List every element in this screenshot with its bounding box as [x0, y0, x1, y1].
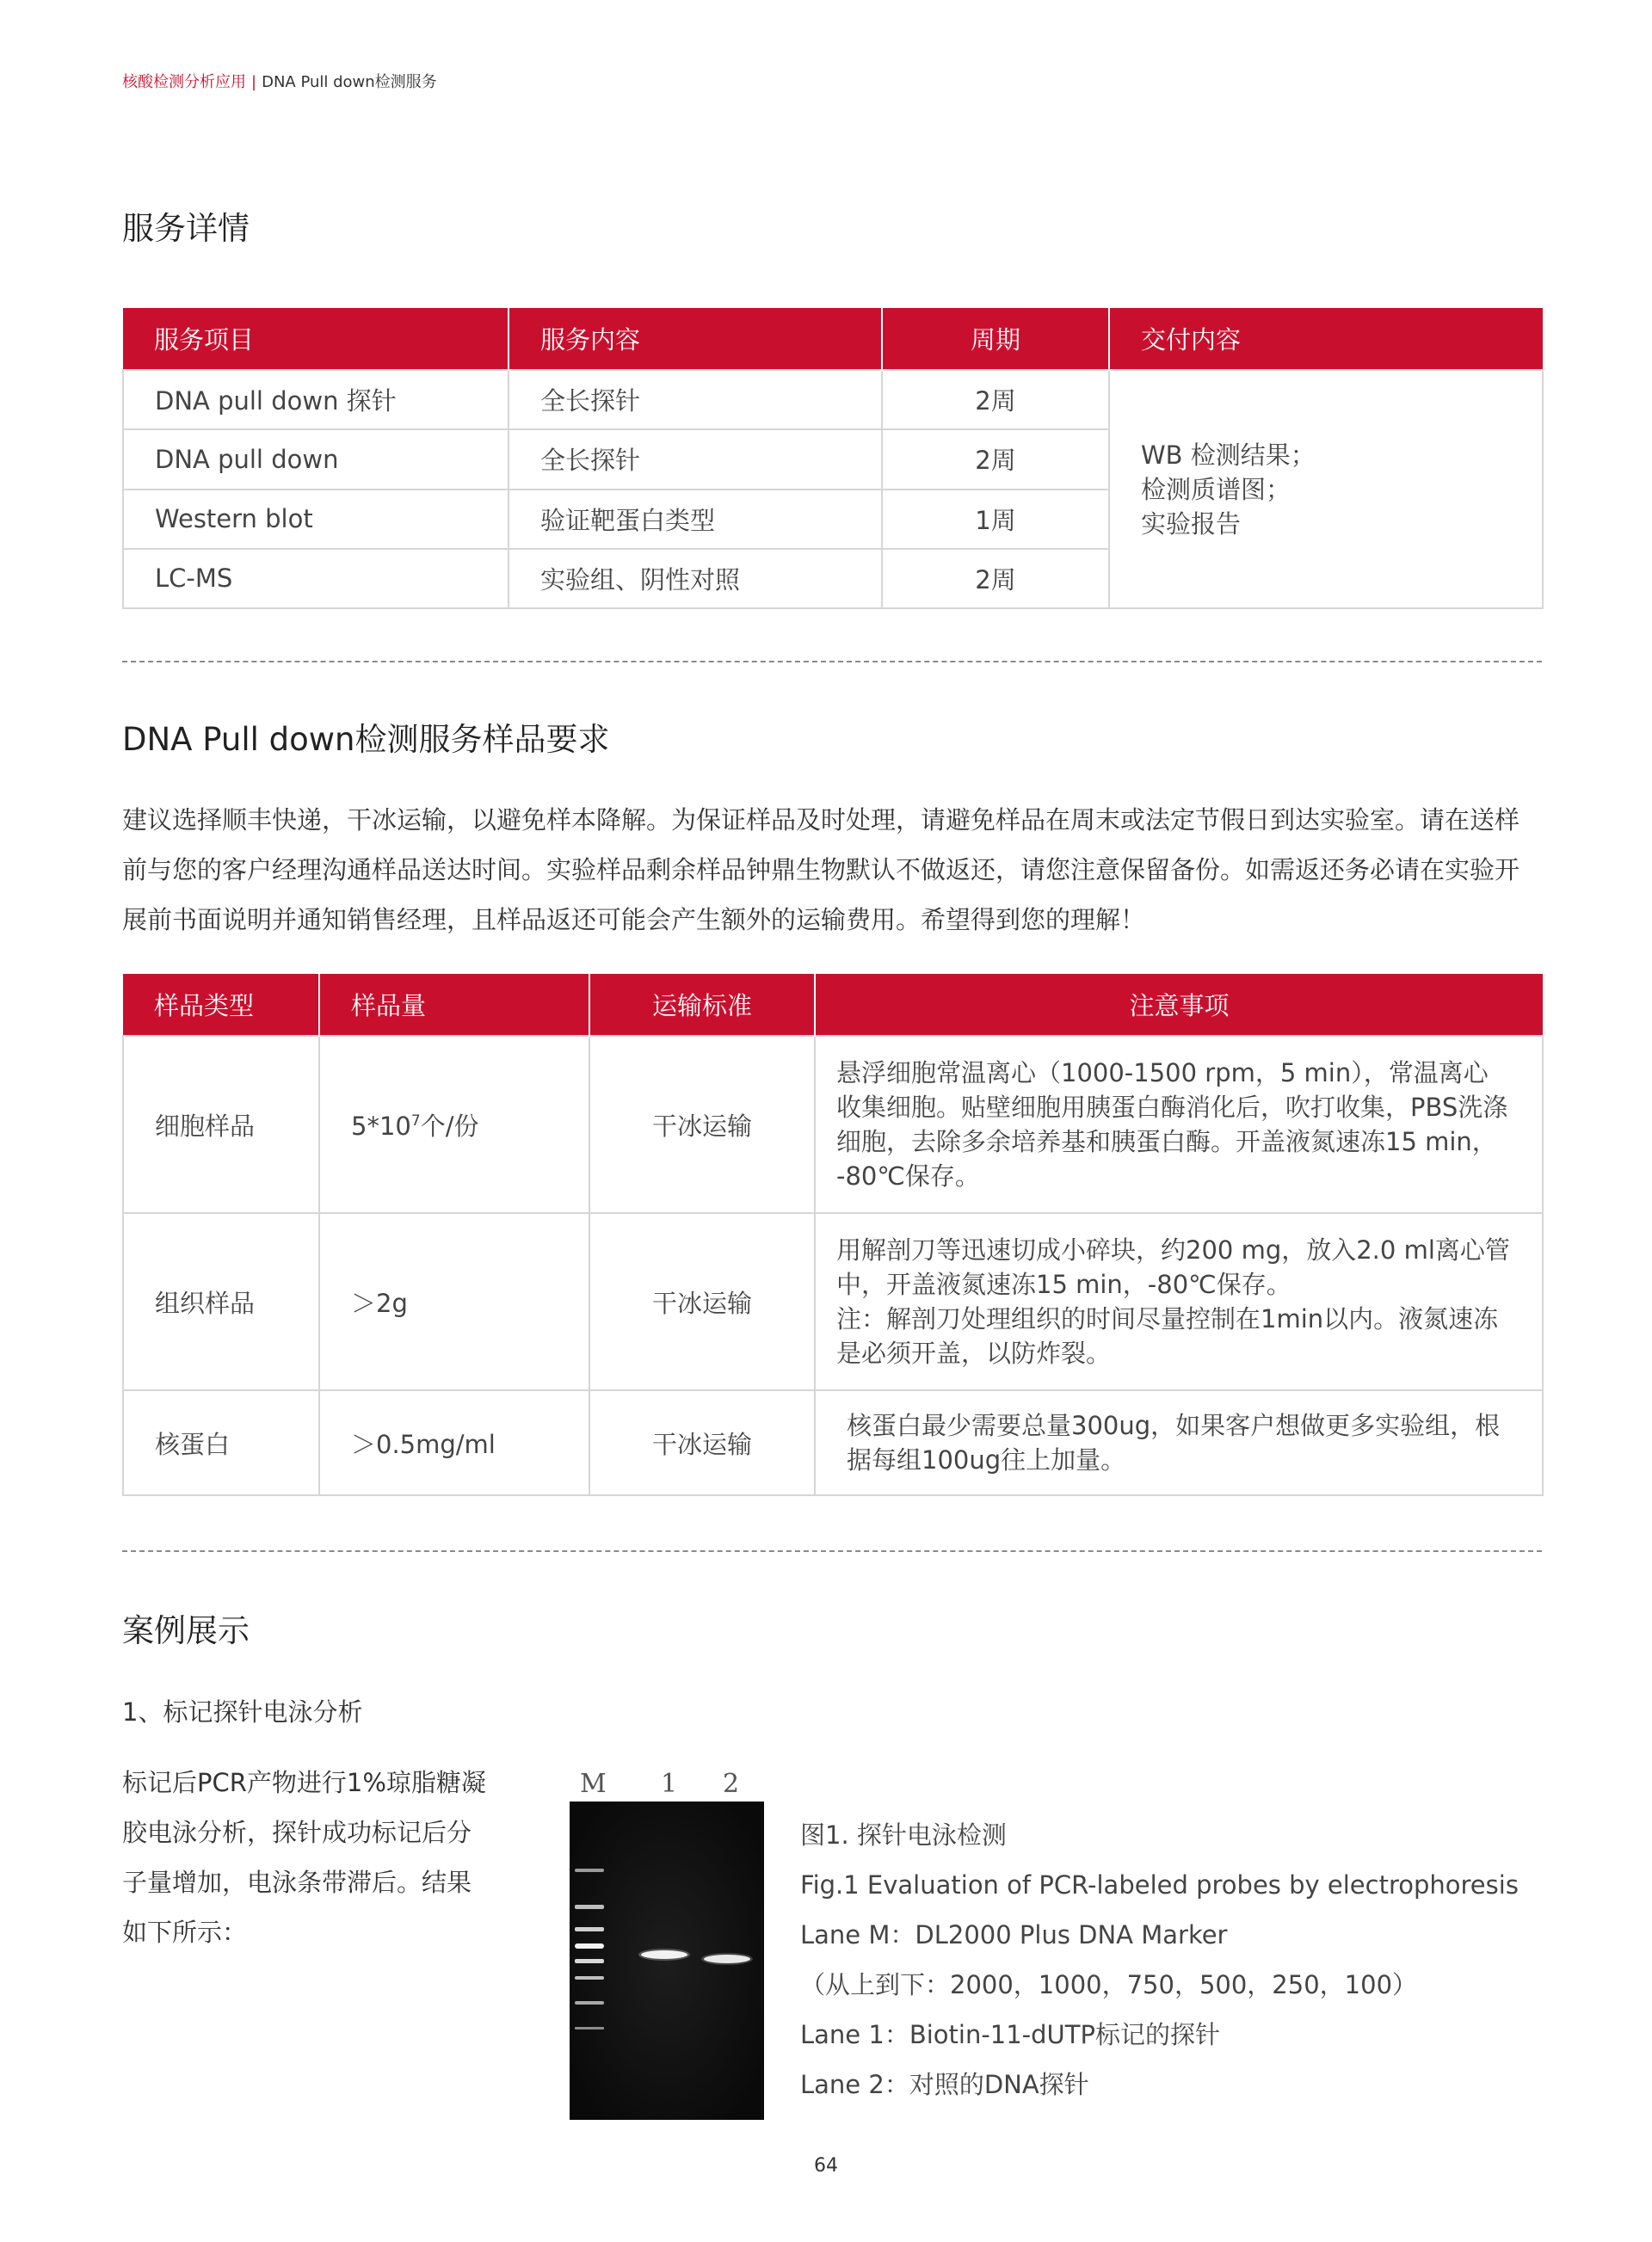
service-item: LC-MS: [123, 549, 509, 608]
breadcrumb-page: DNA Pull down检测服务: [262, 73, 437, 91]
table-header-row: [123, 308, 1543, 370]
deliverables-cell: [1109, 370, 1543, 608]
case-section-title: 案例展示: [122, 1612, 250, 1649]
column-header: 样品量: [319, 974, 589, 1036]
note-line: 是必须开盖，以防炸裂。: [836, 1339, 1112, 1368]
case-description-line: 标记后PCR产物进行1%琼脂糖凝: [122, 1768, 486, 1797]
section-divider: [122, 1550, 1542, 1552]
table-header-row: [123, 974, 1543, 1036]
note-line: -80℃保存。: [836, 1161, 980, 1191]
service-content: 实验组、阴性对照: [509, 549, 882, 608]
breadcrumb: [122, 72, 437, 93]
service-period: 2周: [882, 549, 1109, 608]
note-line: 核蛋白最少需要总量300ug，如果客户想做更多实验组，根: [847, 1411, 1501, 1440]
sample-transport: 干冰运输: [589, 1390, 815, 1495]
column-header: 注意事项: [815, 974, 1543, 1036]
case-subtitle: 1、标记探针电泳分析: [122, 1697, 363, 1727]
sample-notes: [815, 1036, 1543, 1213]
sample-intro-paragraph: 建议选择顺丰快递，干冰运输，以避免样本降解。为保证样品及时处理，请避免样品在周末或法定节假日到达实验室。请在送样前与您的客户经理沟通样品送达时间。实验样品剩余样品钟鼎生物默认不做返还，请您注意保留备份。如需返还务必请在实验开展前书面说明并通知销售经理，且样品返还可能会产生额外的运输费用。希望得到您的理解！: [122, 805, 1520, 934]
note-line: 中，开盖液氮速冻15 min，-80℃保存。: [836, 1270, 1291, 1299]
service-content: 全长探针: [509, 429, 882, 489]
table-row: [123, 1213, 1543, 1390]
service-item: Western blot: [123, 490, 509, 549]
column-header: 服务项目: [123, 308, 509, 370]
caption-line: Lane 2：对照的DNA探针: [800, 2070, 1089, 2099]
service-item: DNA pull down: [123, 429, 509, 489]
deliverable-item: 检测质谱图；: [1141, 474, 1291, 504]
case-description-line: 子量增加，电泳条带滞后。结果: [122, 1868, 472, 1897]
service-content: 全长探针: [509, 370, 882, 429]
amount-unit: 个/份: [420, 1111, 479, 1141]
service-period: 2周: [882, 429, 1109, 489]
sample-amount: [319, 1036, 589, 1213]
lane-label-2: 2: [723, 1769, 740, 1799]
table-row: [123, 1036, 1543, 1213]
sample-notes: [815, 1390, 1543, 1495]
sample-section-title: DNA Pull down检测服务样品要求: [122, 721, 610, 758]
note-line: 注：解剖刀处理组织的时间尽量控制在1min以内。液氮速冻: [836, 1304, 1499, 1333]
service-content: 验证靶蛋白类型: [509, 490, 882, 549]
sample-notes: [815, 1213, 1543, 1390]
service-period: 2周: [882, 370, 1109, 429]
deliverable-item: 实验报告: [1141, 508, 1242, 539]
sample-amount: ＞0.5mg/ml: [319, 1390, 589, 1495]
breadcrumb-separator: |: [251, 73, 257, 91]
caption-line: Lane M：DL2000 Plus DNA Marker: [800, 1920, 1228, 1949]
sample-requirements-table: [122, 974, 1544, 1496]
case-description-line: 胶电泳分析，探针成功标记后分: [122, 1818, 472, 1847]
column-header: 样品类型: [123, 974, 319, 1036]
sample-type: 核蛋白: [123, 1390, 319, 1495]
sample-type: 组织样品: [123, 1213, 319, 1390]
amount-exponent: 7: [410, 1112, 421, 1130]
note-line: 收集细胞。贴壁细胞用胰蛋白酶消化后，吹打收集，PBS洗涤: [836, 1093, 1508, 1122]
lane-label-1: 1: [661, 1769, 678, 1799]
column-header: 服务内容: [509, 308, 882, 370]
caption-line: Lane 1：Biotin-11-dUTP标记的探针: [800, 2020, 1220, 2049]
caption-line: Fig.1 Evaluation of PCR-labeled probes by electrophoresis: [800, 1870, 1519, 1900]
sample-transport: 干冰运输: [589, 1213, 815, 1390]
column-header: 周期: [882, 308, 1109, 370]
section-divider: [122, 661, 1542, 662]
table-row: [123, 1390, 1543, 1495]
column-header: 交付内容: [1109, 308, 1543, 370]
gel-electrophoresis-figure: [568, 1769, 766, 2122]
gel-image: [570, 1802, 764, 2120]
sample-amount: ＞2g: [319, 1213, 589, 1390]
page-number: 64: [814, 2155, 838, 2177]
service-period: 1周: [882, 490, 1109, 549]
gel-lane-labels: [568, 1769, 766, 1802]
note-line: 悬浮细胞常温离心（1000-1500 rpm，5 min），常温离心: [836, 1058, 1489, 1087]
caption-line: 图1. 探针电泳检测: [800, 1820, 1007, 1850]
case-description: [122, 1758, 505, 1957]
caption-line: （从上到下：2000，1000，750，500，250，100）: [800, 1970, 1418, 1999]
sample-transport: 干冰运输: [589, 1036, 815, 1213]
note-line: 用解剖刀等迅速切成小碎块，约200 mg，放入2.0 ml离心管: [836, 1235, 1510, 1265]
table-row: [123, 370, 1543, 429]
column-header: 运输标准: [589, 974, 815, 1036]
note-line: 据每组100ug往上加量。: [847, 1445, 1126, 1475]
service-item: DNA pull down 探针: [123, 370, 509, 429]
amount-base: 5*10: [351, 1111, 411, 1141]
service-section-title: 服务详情: [122, 210, 250, 247]
case-description-line: 如下所示：: [122, 1918, 248, 1947]
deliverable-item: WB 检测结果；: [1141, 440, 1316, 470]
note-line: 细胞，去除多余培养基和胰蛋白酶。开盖液氮速冻15 min，: [836, 1127, 1497, 1156]
lane-label-m: M: [580, 1769, 607, 1799]
sample-type: 细胞样品: [123, 1036, 319, 1213]
service-table: [122, 308, 1544, 609]
breadcrumb-category: 核酸检测分析应用: [122, 73, 246, 91]
figure-caption: [800, 1810, 1519, 2110]
